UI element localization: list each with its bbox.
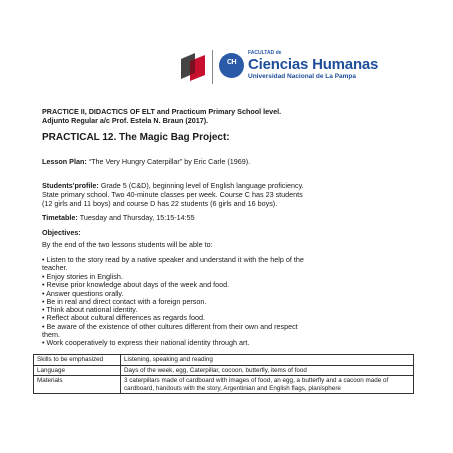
university-name: Universidad Nacional de La Pampa — [248, 73, 357, 80]
lesson-plan — [42, 158, 250, 166]
faculty-name: Ciencias Humanas — [248, 56, 379, 73]
faculty-small-label: FACULTAD de — [248, 50, 282, 56]
lesson-plan-text: “The Very Hungry Caterpillar” by Eric Carle (1969). — [88, 157, 251, 166]
table-cell-value: 3 caterpillars made of cardboard with images of food, an egg, a butterfly and a cacoon made of cardboard, handouts with the story, Argentinian and English flags, planisphere — [121, 376, 414, 394]
objective-item: • Answer questions orally. — [42, 289, 124, 298]
objectives-intro: By the end of the two lessons students will be able to: — [42, 240, 213, 249]
timetable — [42, 214, 195, 222]
objective-item: • Reflect about cultural differences as regards food. — [42, 313, 205, 322]
table-cell-value: Days of the week, egg, Caterpillar, cocoon, butterfly, items of food — [121, 365, 414, 376]
objective-item: • Listen to the story read by a native speaker and understand it with the help of the — [42, 255, 304, 264]
objectives-label: Objectives: — [42, 228, 81, 237]
students-profile-label: Students'profile: — [42, 181, 99, 190]
objective-item: teacher. — [42, 263, 68, 272]
students-profile — [42, 182, 304, 190]
table-row — [34, 355, 414, 366]
logo-divider — [212, 50, 213, 84]
timetable-text: Tuesday and Thursday, 15:15-14:55 — [79, 213, 195, 222]
course-header-line1: PRACTICE II, DIDACTICS OF ELT and Practicum Primary School level. — [42, 107, 282, 116]
table-cell-label: Language — [34, 365, 121, 376]
students-profile-line2: State primary school. Two 40-minute classes per week. Course C has 23 students — [42, 190, 303, 199]
objective-item: • Work cooperatively to express their national identity through art. — [42, 338, 250, 347]
lesson-info-table — [33, 354, 414, 394]
table-cell-label: Materials — [34, 376, 121, 394]
table-row — [34, 376, 414, 394]
page-title: PRACTICAL 12. The Magic Bag Project: — [42, 132, 230, 143]
lesson-plan-label: Lesson Plan: — [42, 157, 87, 166]
students-profile-line1: Grade 5 (C&D), beginning level of English language proficiency. — [100, 181, 304, 190]
objective-item: them. — [42, 330, 60, 339]
objective-item: • Think about national identity. — [42, 305, 138, 314]
students-profile-line3: (12 girls and 11 boys) and course D has 22 students (6 girls and 16 boys). — [42, 199, 278, 208]
table-cell-label: Skills to be emphasized — [34, 355, 121, 366]
timetable-label: Timetable: — [42, 213, 78, 222]
objective-item: • Be aware of the existence of other cultures different from their own and respect — [42, 322, 298, 331]
objective-item: • Be in real and direct contact with a foreign person. — [42, 297, 207, 306]
objective-item: • Enjoy stories in English. — [42, 272, 123, 281]
table-cell-value: Listening, speaking and reading — [121, 355, 414, 366]
course-header-line2: Adjunto Regular a/c Prof. Estela N. Braun (2017). — [42, 116, 209, 125]
faculty-logo — [219, 50, 379, 86]
objective-item: • Revise prior knowledge about days of the week and food. — [42, 280, 230, 289]
table-row — [34, 365, 414, 376]
faculty-seal-text: CH — [226, 59, 237, 66]
left-logo-icon — [181, 53, 205, 81]
